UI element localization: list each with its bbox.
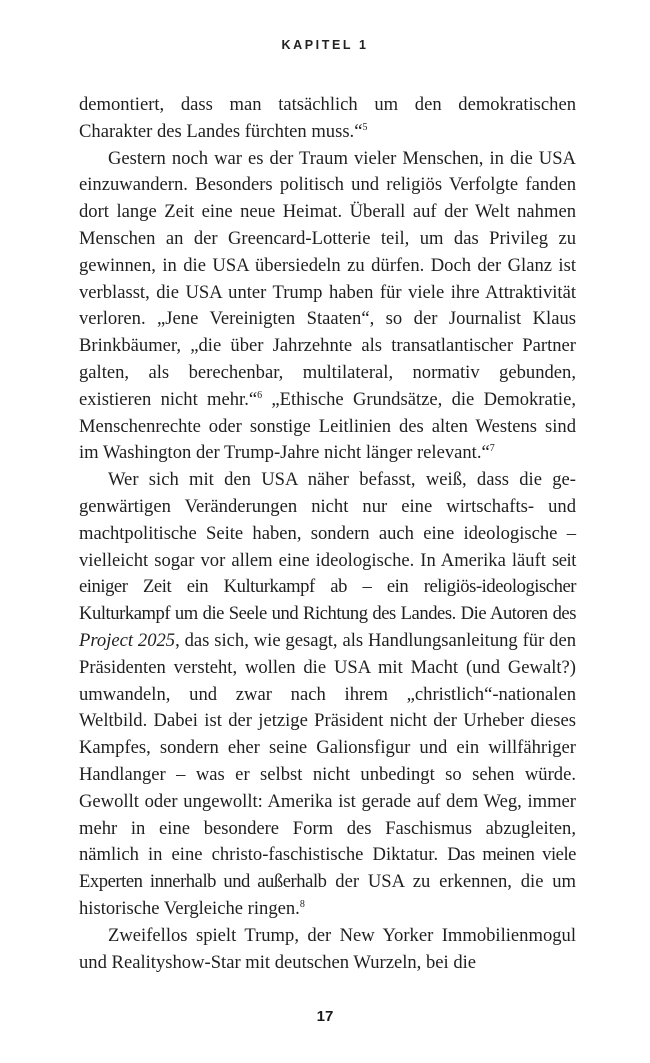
paragraph-text: demontiert, dass man tatsächlich um den demokratischen Charakter des Landes fürchten muss.“ — [79, 94, 576, 142]
paragraph-text: Zweifellos spielt Trump, der New Yorker Immobilienmogul und Realityshow-Star mit deutschen Wurzeln, bei die — [79, 924, 576, 973]
paragraph-text: , das sich, wie gesagt, als Handlungsanleitung für den Präsidenten versteht, wollen die USA mit Macht (und Gewalt?) umwandeln, und zwar nach ihrem „christlich“-nationalen Weltbild. Dabei ist der jetzige Präsident nicht der Urheber dieses Kampfes, sondern eher seine Galionsfigur und ein willfähriger Handlanger – was er selbst nicht unbedingt so sehen würde. Gewollt oder ungewollt: Amerika ist gerade auf dem Weg, immer mehr in eine besondere Form des Faschismus abzugleiten, nämlich in eine christo-faschistische Diktatur. — [79, 629, 576, 866]
paragraph-text: Gestern noch war es der Traum vieler Menschen, in die USA einzuwandern. Besonders politisch und religiös Verfolgte fanden dort lange Zeit eine neue Heimat. Überall auf der Welt nahmen Menschen an der Greencard-Lotterie teil, um das Privileg zu gewinnen, in die USA übersiedeln zu dürfen. Doch der Glanz ist verblasst, die USA unter Trump haben für viele ihre Attraktivität verloren. „Jene Vereinigten Staaten“, so der Journalist Klaus Brinkbäumer, „die über Jahrzehnte als transatlantischer Partner galten, als berechenbar, multilateral, normativ gebunden, existieren nicht mehr.“ — [79, 147, 576, 410]
paragraph-text: Wer sich mit den USA näher befasst, weiß, dass die gegenwärtigen Veränderungen nicht nur eine wirtschafts- und machtpolitische Seite haben, sondern auch eine ideologische – vielleicht sogar vor allem eine ideologische. In Amerika läuft — [79, 469, 576, 571]
paragraph-3 — [79, 467, 576, 923]
footnote-marker-7: 7 — [489, 443, 495, 455]
paragraph-text: der USA zu erkennen, die um historische Vergleiche ringen. — [79, 871, 576, 919]
paragraph-text-condensed: seit einiger Zeit ein Kulturkampf ab – ein religiös-ideologischer Kulturkampf um die Seele und Richtung des Landes. Die Autoren des — [79, 549, 576, 625]
footnote-marker-6: 6 — [257, 389, 263, 401]
paragraph-text: „Ethische Grundsätze, die Demokratie, Menschenrechte oder sonstige Leitlinien des alten Westens sind im Washington der Trump-Jahre nicht länger relevant.“ — [79, 388, 576, 464]
footnote-marker-5: 5 — [362, 121, 368, 133]
running-head: KAPITEL 1 — [281, 38, 369, 52]
paragraph-2 — [79, 146, 576, 468]
body-text — [79, 92, 576, 976]
page-number: 17 — [316, 1008, 334, 1025]
paragraph-4 — [79, 923, 576, 977]
book-title-italic: Project 2025 — [79, 629, 176, 651]
paragraph-text-condensed: Das meinen viele Experten innerhalb und außerhalb — [79, 844, 576, 893]
paragraph-1 — [79, 92, 576, 146]
footnote-marker-8: 8 — [299, 898, 305, 910]
